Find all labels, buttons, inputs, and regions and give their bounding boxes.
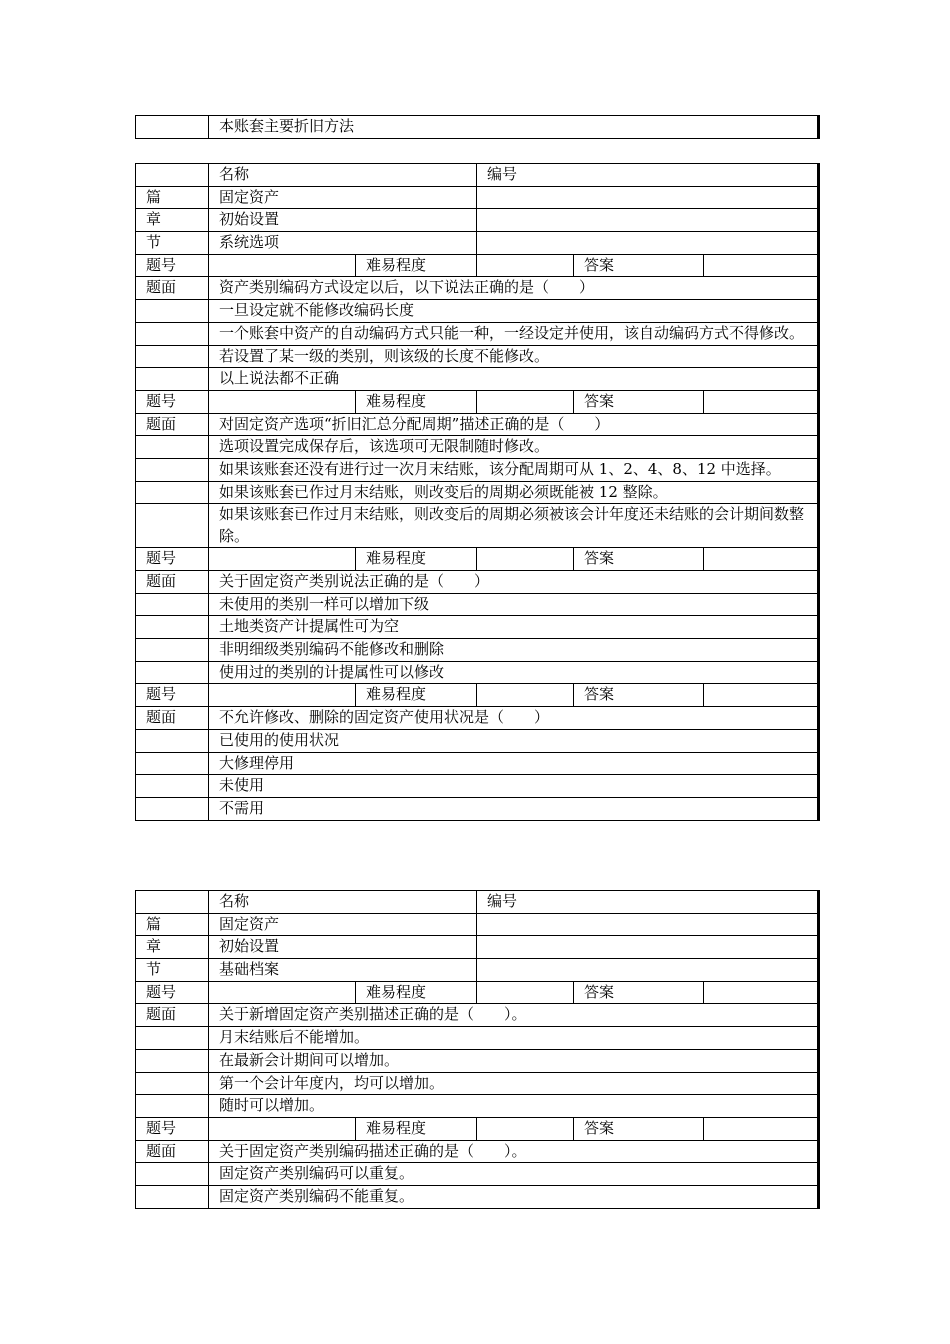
question-stem: 关于新增固定资产类别描述正确的是（ ）。 xyxy=(209,1004,819,1027)
option-text: 选项设置完成保存后，该选项可无限制随时修改。 xyxy=(209,436,819,459)
chapter-row xyxy=(136,209,819,232)
section-number-cell xyxy=(477,232,819,255)
volume-value: 固定资产 xyxy=(209,186,477,209)
option-row xyxy=(136,1027,819,1050)
question-no-value xyxy=(209,1117,356,1140)
question-block-2 xyxy=(135,890,820,1209)
option-row xyxy=(136,300,819,323)
option-row xyxy=(136,1049,819,1072)
option-row xyxy=(136,458,819,481)
answer-label: 答案 xyxy=(574,390,704,413)
option-row xyxy=(136,661,819,684)
question-no-value xyxy=(209,254,356,277)
number-header: 编号 xyxy=(477,164,819,187)
empty-cell xyxy=(136,593,209,616)
stem-label: 题面 xyxy=(136,707,209,730)
question-no-value xyxy=(209,390,356,413)
section-label: 节 xyxy=(136,959,209,982)
question-no-label: 题号 xyxy=(136,981,209,1004)
stem-label: 题面 xyxy=(136,277,209,300)
difficulty-label: 难易程度 xyxy=(356,548,477,571)
answer-value xyxy=(704,390,819,413)
stem-row xyxy=(136,1004,819,1027)
question-number-row xyxy=(136,1117,819,1140)
option-text: 未使用 xyxy=(209,775,819,798)
empty-cell xyxy=(136,164,209,187)
section-label: 节 xyxy=(136,232,209,255)
empty-cell xyxy=(136,639,209,662)
empty-cell xyxy=(136,116,209,139)
empty-cell xyxy=(136,797,209,820)
empty-cell xyxy=(136,322,209,345)
stem-row xyxy=(136,413,819,436)
question-no-label: 题号 xyxy=(136,684,209,707)
option-row xyxy=(136,481,819,504)
empty-cell xyxy=(136,436,209,459)
volume-row xyxy=(136,913,819,936)
volume-row xyxy=(136,186,819,209)
option-text: 不需用 xyxy=(209,797,819,820)
empty-cell xyxy=(136,1095,209,1118)
chapter-number-cell xyxy=(477,209,819,232)
empty-cell xyxy=(136,775,209,798)
option-row xyxy=(136,1163,819,1186)
header-row xyxy=(136,891,819,914)
chapter-value: 初始设置 xyxy=(209,936,477,959)
option-text: 第一个会计年度内，均可以增加。 xyxy=(209,1072,819,1095)
empty-cell xyxy=(136,504,209,548)
question-number-row xyxy=(136,981,819,1004)
option-text: 月末结账后不能增加。 xyxy=(209,1027,819,1050)
option-text: 一个账套中资产的自动编码方式只能一种，一经设定并使用，该自动编码方式不得修改。 xyxy=(209,322,819,345)
volume-label: 篇 xyxy=(136,913,209,936)
chapter-label: 章 xyxy=(136,936,209,959)
difficulty-value xyxy=(477,981,574,1004)
difficulty-label: 难易程度 xyxy=(356,390,477,413)
empty-cell xyxy=(136,345,209,368)
option-row xyxy=(136,322,819,345)
section-value: 系统选项 xyxy=(209,232,477,255)
empty-cell xyxy=(136,1027,209,1050)
answer-value xyxy=(704,254,819,277)
empty-cell xyxy=(136,458,209,481)
depreciation-method-label: 本账套主要折旧方法 xyxy=(209,116,819,139)
option-text: 以上说法都不正确 xyxy=(209,368,819,391)
option-text: 如果该账套已作过月末结账，则改变后的周期必须既能被 12 整除。 xyxy=(209,481,819,504)
answer-value xyxy=(704,684,819,707)
question-number-row xyxy=(136,548,819,571)
difficulty-value xyxy=(477,390,574,413)
chapter-row xyxy=(136,936,819,959)
option-text: 若设置了某一级的类别，则该级的长度不能修改。 xyxy=(209,345,819,368)
question-number-row xyxy=(136,254,819,277)
answer-value xyxy=(704,548,819,571)
question-number-row xyxy=(136,684,819,707)
question-no-value xyxy=(209,548,356,571)
option-row xyxy=(136,368,819,391)
option-row xyxy=(136,616,819,639)
option-text: 使用过的类别的计提属性可以修改 xyxy=(209,661,819,684)
option-row xyxy=(136,775,819,798)
answer-label: 答案 xyxy=(574,684,704,707)
option-text: 固定资产类别编码可以重复。 xyxy=(209,1163,819,1186)
stem-row xyxy=(136,1140,819,1163)
number-header: 编号 xyxy=(477,891,819,914)
option-text: 土地类资产计提属性可为空 xyxy=(209,616,819,639)
empty-cell xyxy=(136,661,209,684)
question-stem: 关于固定资产类别编码描述正确的是（ ）。 xyxy=(209,1140,819,1163)
option-row xyxy=(136,1072,819,1095)
question-stem: 资产类别编码方式设定以后，以下说法正确的是（ ） xyxy=(209,277,819,300)
empty-cell xyxy=(136,616,209,639)
stem-label: 题面 xyxy=(136,571,209,594)
stem-label: 题面 xyxy=(136,413,209,436)
question-no-value xyxy=(209,684,356,707)
difficulty-label: 难易程度 xyxy=(356,684,477,707)
option-text: 固定资产类别编码不能重复。 xyxy=(209,1185,819,1208)
volume-value: 固定资产 xyxy=(209,913,477,936)
option-row xyxy=(136,729,819,752)
question-no-label: 题号 xyxy=(136,548,209,571)
chapter-value: 初始设置 xyxy=(209,209,477,232)
empty-cell xyxy=(136,1185,209,1208)
answer-value xyxy=(704,981,819,1004)
answer-label: 答案 xyxy=(574,981,704,1004)
stem-label: 题面 xyxy=(136,1004,209,1027)
empty-cell xyxy=(136,752,209,775)
option-row xyxy=(136,752,819,775)
option-row xyxy=(136,436,819,459)
option-row xyxy=(136,639,819,662)
question-stem: 关于固定资产类别说法正确的是（ ） xyxy=(209,571,819,594)
option-text: 如果该账套已作过月末结账，则改变后的周期必须被该会计年度还未结账的会计期间数整除。 xyxy=(209,504,819,548)
question-no-label: 题号 xyxy=(136,1117,209,1140)
section-value: 基础档案 xyxy=(209,959,477,982)
option-text: 如果该账套还没有进行过一次月末结账，该分配周期可从 1、2、4、8、12 中选择。 xyxy=(209,458,819,481)
section-row xyxy=(136,232,819,255)
option-row xyxy=(136,504,819,548)
question-no-label: 题号 xyxy=(136,254,209,277)
question-block-1 xyxy=(135,163,820,821)
option-text: 一旦设定就不能修改编码长度 xyxy=(209,300,819,323)
question-stem: 对固定资产选项“折旧汇总分配周期”描述正确的是（ ） xyxy=(209,413,819,436)
difficulty-value xyxy=(477,1117,574,1140)
option-text: 在最新会计期间可以增加。 xyxy=(209,1049,819,1072)
chapter-number-cell xyxy=(477,936,819,959)
answer-label: 答案 xyxy=(574,548,704,571)
volume-label: 篇 xyxy=(136,186,209,209)
volume-number-cell xyxy=(477,913,819,936)
empty-cell xyxy=(136,891,209,914)
option-text: 随时可以增加。 xyxy=(209,1095,819,1118)
option-row xyxy=(136,1095,819,1118)
option-text: 已使用的使用状况 xyxy=(209,729,819,752)
stem-row xyxy=(136,571,819,594)
option-row xyxy=(136,797,819,820)
empty-cell xyxy=(136,368,209,391)
difficulty-label: 难易程度 xyxy=(356,1117,477,1140)
option-row xyxy=(136,593,819,616)
stem-row xyxy=(136,707,819,730)
difficulty-label: 难易程度 xyxy=(356,254,477,277)
section-number-cell xyxy=(477,959,819,982)
answer-value xyxy=(704,1117,819,1140)
volume-number-cell xyxy=(477,186,819,209)
question-number-row xyxy=(136,390,819,413)
name-header: 名称 xyxy=(209,164,477,187)
name-header: 名称 xyxy=(209,891,477,914)
header-row xyxy=(136,164,819,187)
option-text: 非明细级类别编码不能修改和删除 xyxy=(209,639,819,662)
difficulty-label: 难易程度 xyxy=(356,981,477,1004)
option-text: 大修理停用 xyxy=(209,752,819,775)
chapter-label: 章 xyxy=(136,209,209,232)
difficulty-value xyxy=(477,548,574,571)
answer-label: 答案 xyxy=(574,1117,704,1140)
empty-cell xyxy=(136,1049,209,1072)
depreciation-method-table xyxy=(135,115,820,139)
difficulty-value xyxy=(477,254,574,277)
stem-row xyxy=(136,277,819,300)
question-no-label: 题号 xyxy=(136,390,209,413)
empty-cell xyxy=(136,300,209,323)
section-row xyxy=(136,959,819,982)
difficulty-value xyxy=(477,684,574,707)
question-stem: 不允许修改、删除的固定资产使用状况是（ ） xyxy=(209,707,819,730)
empty-cell xyxy=(136,1072,209,1095)
empty-cell xyxy=(136,729,209,752)
empty-cell xyxy=(136,481,209,504)
option-row xyxy=(136,1185,819,1208)
option-row xyxy=(136,345,819,368)
question-no-value xyxy=(209,981,356,1004)
stem-label: 题面 xyxy=(136,1140,209,1163)
empty-cell xyxy=(136,1163,209,1186)
option-text: 未使用的类别一样可以增加下级 xyxy=(209,593,819,616)
answer-label: 答案 xyxy=(574,254,704,277)
